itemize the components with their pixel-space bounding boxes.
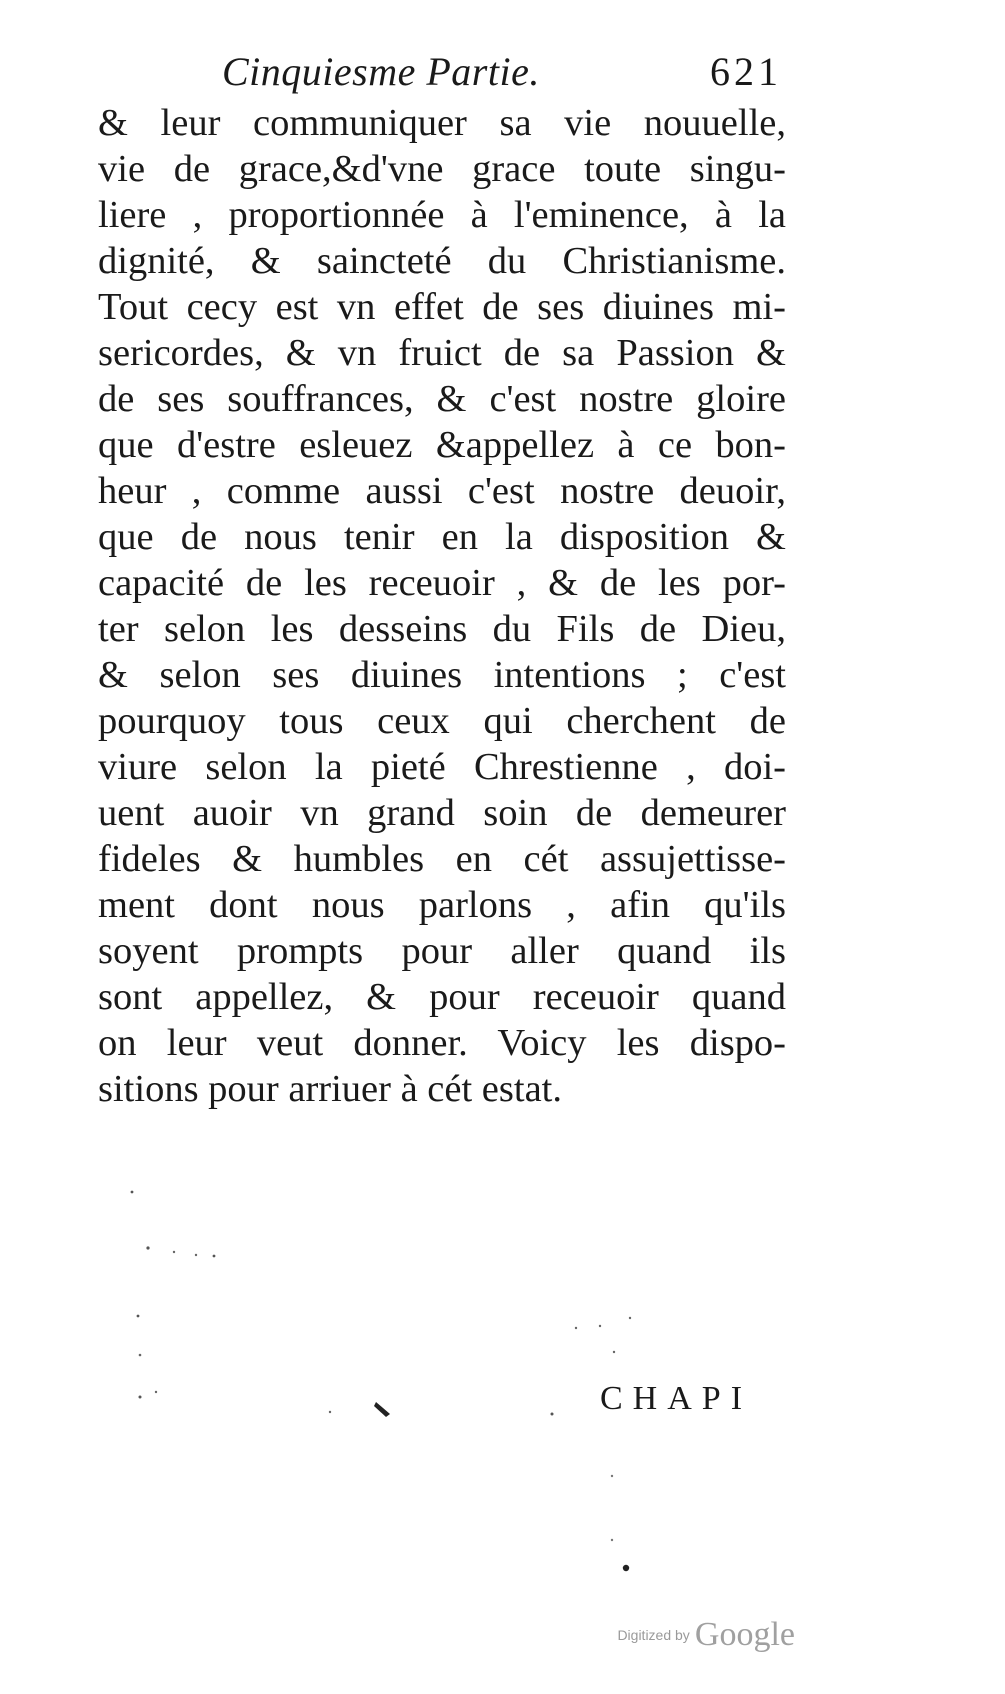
speck — [623, 1565, 629, 1571]
text-line: uent auoir vn grand soin de demeurer — [98, 792, 786, 834]
speck — [137, 1315, 140, 1318]
text-line: ment dont nous parlons , afin qu'ils — [98, 884, 786, 926]
running-title: Cinquiesme Partie. — [222, 49, 540, 94]
speck — [195, 1254, 197, 1256]
speck — [173, 1251, 175, 1253]
watermark-prefix: Digitized by — [617, 1627, 690, 1643]
speck — [139, 1396, 142, 1399]
speck — [139, 1354, 142, 1357]
speck — [146, 1246, 149, 1249]
speck — [611, 1475, 613, 1477]
text-line: pourquoy tous ceux qui cherchent de — [98, 700, 786, 742]
text-line: capacité de les receuoir , & de les por- — [98, 562, 786, 604]
text-line: que d'estre esleuez &appellez à ce bon- — [98, 424, 786, 466]
text-line: & selon ses diuines intentions ; c'est — [98, 654, 786, 696]
text-line: que de nous tenir en la disposition & — [98, 516, 786, 558]
text-line: fideles & humbles en cét assujettisse- — [98, 838, 786, 880]
text-line: viure selon la pieté Chrestienne , doi- — [98, 746, 786, 788]
text-line: heur , comme aussi c'est nostre deuoir, — [98, 470, 786, 512]
speck — [613, 1351, 615, 1353]
text-line: & leur communiquer sa vie nouuelle, — [98, 102, 786, 144]
digitization-watermark — [617, 1616, 795, 1654]
speck — [611, 1539, 613, 1541]
watermark-brand: Google — [694, 1616, 795, 1653]
speck — [551, 1413, 554, 1416]
text-line: soyent prompts pour aller quand ils — [98, 930, 786, 972]
page-number: 621 — [710, 49, 782, 94]
text-line: on leur veut donner. Voicy les dispo- — [98, 1022, 786, 1064]
text-line: liere , proportionnée à l'eminence, à la — [98, 194, 786, 236]
speck — [329, 1411, 331, 1413]
speck — [599, 1325, 601, 1327]
speck — [131, 1191, 134, 1194]
speck — [629, 1317, 631, 1319]
text-line: sont appellez, & pour receuoir quand — [98, 976, 786, 1018]
text-line: de ses souffrances, & c'est nostre gloire — [98, 378, 786, 420]
text-line: sericordes, & vn fruict de sa Passion & — [98, 332, 786, 374]
text-line: ter selon les desseins du Fils de Dieu, — [98, 608, 786, 650]
speck — [213, 1255, 216, 1258]
catchword: CHAPI — [600, 1380, 753, 1417]
text-line: dignité, & saincteté du Christianisme. — [98, 240, 786, 282]
text-line: Tout cecy est vn effet de ses diuines mi- — [98, 286, 786, 328]
ink-smudge — [374, 1402, 390, 1417]
speck — [155, 1391, 157, 1393]
speck — [575, 1327, 577, 1329]
text-line: sitions pour arriuer à cét estat. — [98, 1068, 562, 1110]
text-line: vie de grace,&d'vne grace toute singu- — [98, 148, 786, 190]
